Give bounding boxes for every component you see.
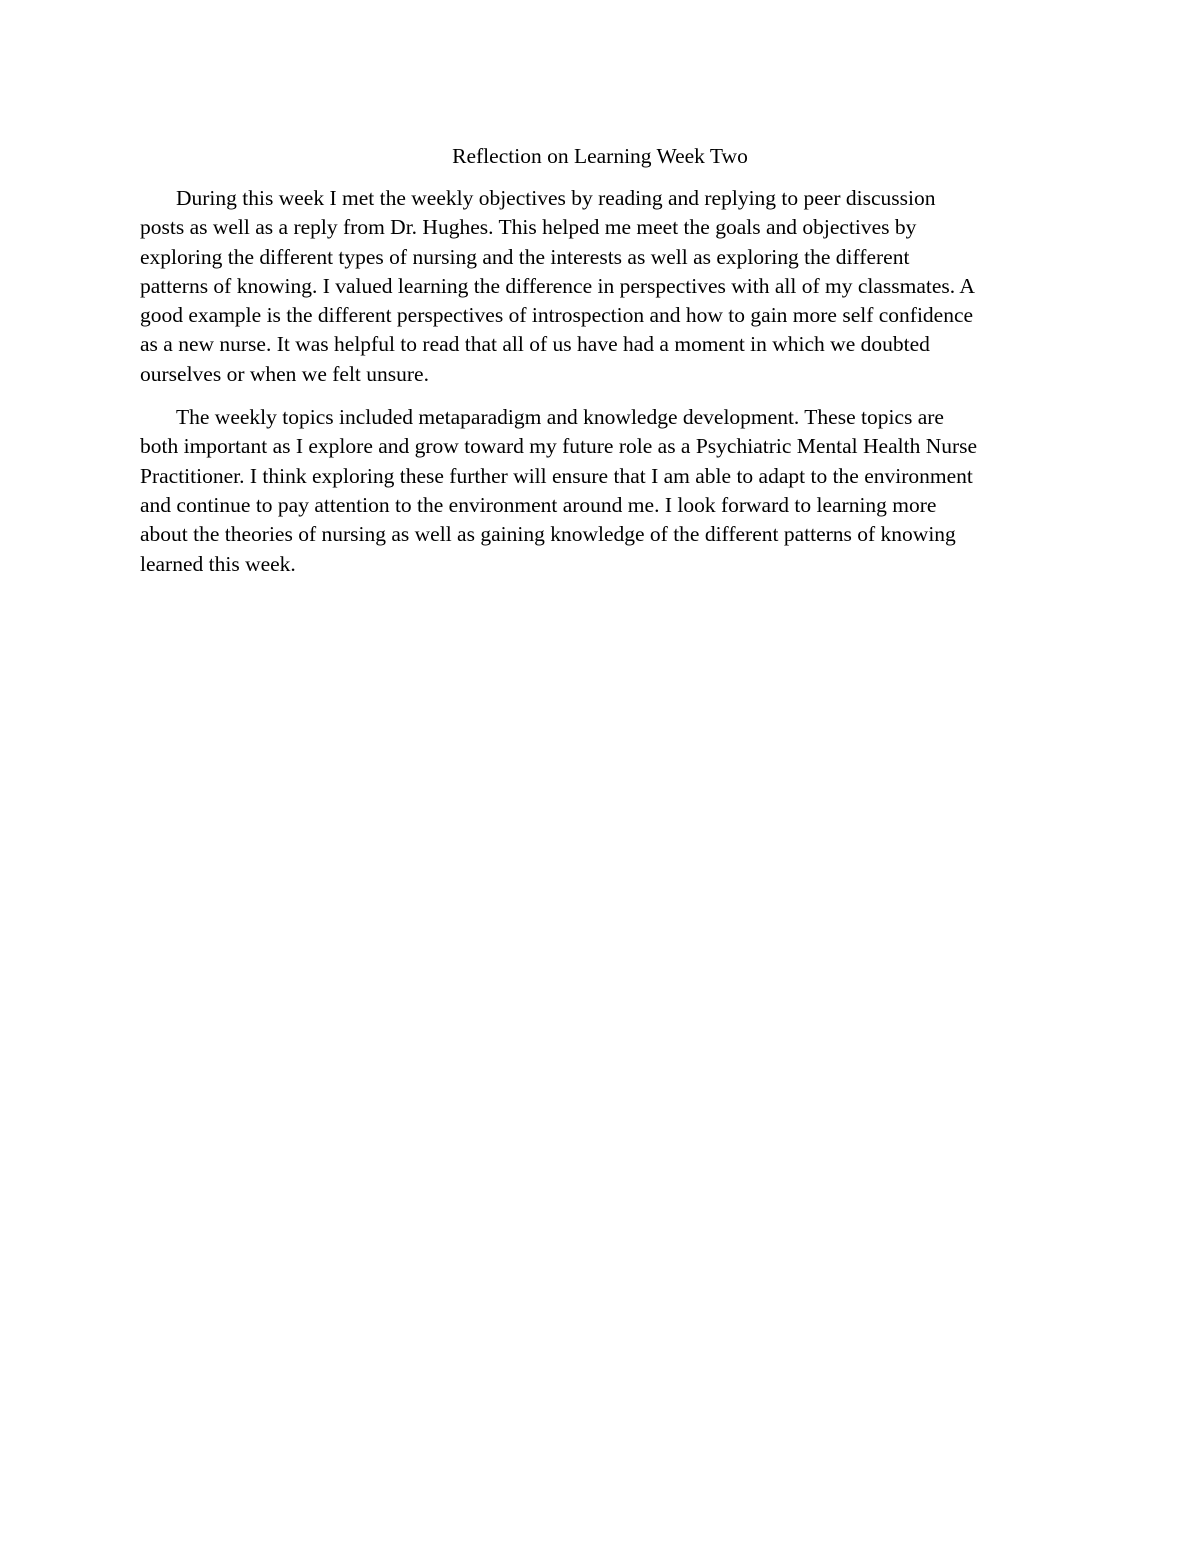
paragraph-line: both important as I explore and grow toward my future role as a Psychiatric Mental Health Nurse [140, 434, 978, 459]
paragraph-line: ourselves or when we felt unsure. [140, 361, 429, 386]
paragraph-line: Practitioner. I think exploring these further will ensure that I am able to adapt to the environment [140, 463, 973, 488]
paragraph-line: good example is the different perspectives of introspection and how to gain more self confidence [140, 303, 974, 328]
paragraph-line: as a new nurse. It was helpful to read that all of us have had a moment in which we doubted [140, 332, 930, 357]
paragraph-2 [140, 403, 1060, 579]
paragraph-line: posts as well as a reply from Dr. Hughes. This helped me meet the goals and objectives by [140, 215, 917, 240]
paragraph-line: and continue to pay attention to the environment around me. I look forward to learning more [140, 492, 937, 517]
document-title: Reflection on Learning Week Two [452, 144, 748, 168]
paragraph-line: about the theories of nursing as well as gaining knowledge of the different patterns of knowing [140, 522, 956, 547]
document-body [140, 140, 1060, 593]
paragraph-1 [140, 184, 1060, 389]
paragraph-line: learned this week. [140, 551, 296, 576]
paragraph-line: exploring the different types of nursing and the interests as well as exploring the different [140, 244, 910, 269]
paragraph-line: The weekly topics included metaparadigm and knowledge development. These topics are [176, 405, 944, 430]
paragraph-line: During this week I met the weekly objectives by reading and replying to peer discussion [176, 186, 936, 210]
paragraph-line: patterns of knowing. I valued learning the difference in perspectives with all of my classmates. A [140, 273, 975, 298]
